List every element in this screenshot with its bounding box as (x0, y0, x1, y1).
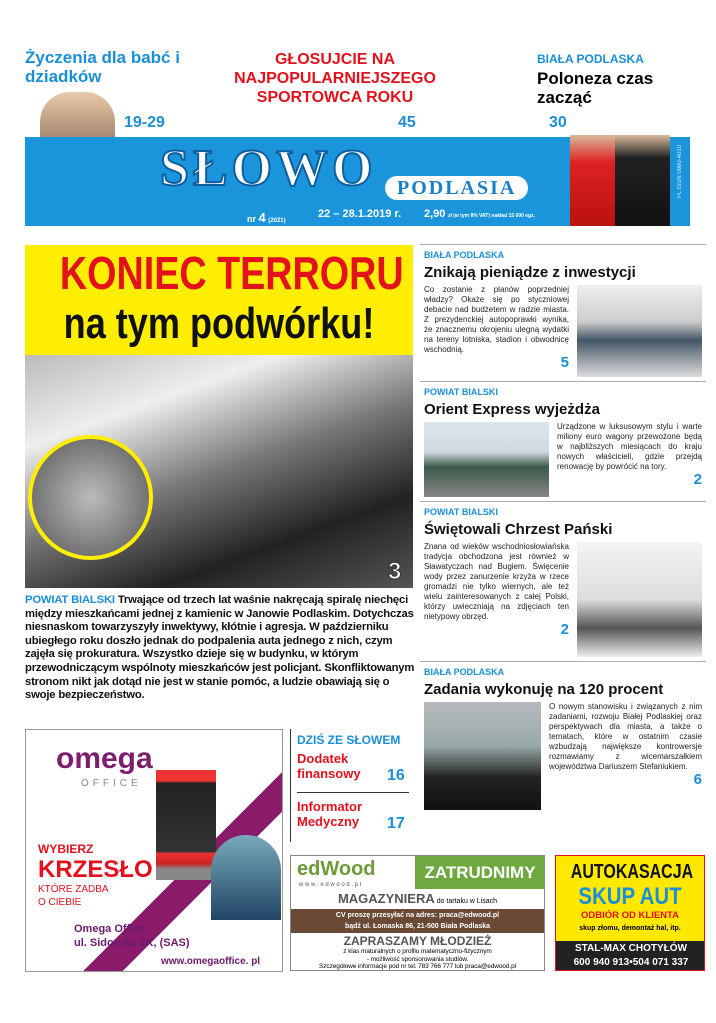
auto-services: skup złomu, demontaż hal, itp. (579, 925, 681, 932)
article-text-block (424, 542, 569, 638)
article-section: POWIAT BIALSKI (424, 507, 498, 517)
edwood-info: Szczegółowe informacje pod nr tel. 783 766 777 lub praca@edwood.pl (319, 963, 516, 970)
couple-photo (615, 135, 670, 226)
edwood-cv: bądź ul. Łomaska 86, 21-500 Biała Podlaska (344, 923, 491, 930)
article-page: 2 (693, 471, 702, 488)
right-column (420, 244, 706, 814)
article-title[interactable]: Zadania wykonuję na 120 procent (424, 681, 664, 698)
lead-subheadline: na tym podwórku! (63, 299, 375, 348)
promo-page: 19-29 (124, 114, 165, 131)
issue-price: 2,90 zł (w tym 8% VAT) nakład 15 000 egz. (424, 208, 536, 220)
edwood-invite: ZAPRASZAMY MŁODZIEŻ (343, 934, 492, 948)
omega-text: KTÓRE ZADBA (38, 884, 109, 895)
omega-address: Omega Office (74, 923, 146, 935)
article-text-block (549, 702, 702, 788)
promo-page: 30 (549, 114, 567, 131)
inside-page: 17 (387, 815, 405, 832)
article-text: Urządzone w luksusowym stylu i warte miliony euro wagony przewożone będą w najbliższych miesiącach do kraju nowych właścicieli, gdzie przejdą renowację by powrócić na tory. (557, 422, 702, 471)
lead-page: 3 (388, 558, 402, 585)
article[interactable] (420, 381, 706, 501)
article-photo (577, 285, 702, 377)
article-section: BIAŁA PODLASKA (424, 250, 505, 260)
article[interactable] (420, 501, 706, 661)
edwood-info: z klas maturalnych o profilu matematyczno-fizycznym (343, 948, 492, 955)
autokasacja-ad[interactable] (555, 855, 705, 971)
lead-headline-box[interactable] (25, 245, 413, 355)
inside-item[interactable]: Informator Medyczny (297, 799, 362, 829)
article-page: 5 (560, 354, 569, 371)
article[interactable] (420, 661, 706, 814)
edwood-url: w w w . e d w o o d . p l (299, 882, 362, 888)
masthead-logo[interactable]: SŁOWO (160, 140, 377, 197)
article-section: POWIAT BIALSKI (424, 387, 498, 397)
article[interactable] (420, 244, 706, 381)
inside-item[interactable]: Dodatek finansowy (297, 751, 361, 781)
inside-page: 16 (387, 767, 405, 784)
article-title[interactable]: Orient Express wyjeżdża (424, 401, 600, 418)
omega-text: WYBIERZ (38, 842, 94, 856)
omega-text: O CIEBIE (38, 897, 82, 908)
divider (297, 792, 409, 793)
edwood-info: - możliwość sponsorowania studiów. (366, 955, 469, 963)
chair-image (156, 770, 216, 880)
auto-title: AUTOKASACJA (570, 861, 694, 883)
couple-photo (570, 135, 615, 226)
edwood-banner: ZATRUDNIMY (415, 856, 545, 889)
promo-polonez[interactable]: Poloneza czas zacząć (537, 69, 654, 107)
edwood-ad[interactable] (290, 855, 545, 971)
article-section: BIAŁA PODLASKA (424, 667, 505, 677)
lead-photo-inset (28, 435, 153, 560)
omega-address: ul. Sidorska 2K, (SAS) (74, 937, 190, 949)
auto-subtitle: SKUP AUT (578, 883, 682, 910)
issn: PL ISSN 0860-4010 (677, 145, 683, 199)
masthead-logo-sub: PODLASIA (385, 176, 528, 200)
issue-number: nr 4 (2021) (247, 210, 286, 225)
edwood-logo: edWood (297, 858, 376, 880)
article-text-block (424, 285, 569, 371)
article-text: Co zostanie z planów poprzedniej władzy? Okaże się po styczniowej debacie nad budżetem w radzie miasta. Z prezydenckiej autopoprawki wynika, że znacznemu okrojeniu ulegną wydatki na tereny lotniska, stadion i obwodnicę wschodnią. (424, 285, 569, 354)
lead-headline: KONIEC TERRORU (59, 247, 404, 299)
auto-phone[interactable]: 600 940 913•504 071 337 (573, 957, 689, 968)
omega-logo: omega (56, 742, 153, 775)
auto-pickup: ODBIÓR OD KLIENTA (581, 910, 679, 921)
article-photo (424, 702, 541, 810)
omega-ad[interactable] (25, 729, 283, 972)
issue-dates: 22 – 28.1.2019 r. (318, 208, 402, 220)
article-page: 2 (560, 621, 569, 638)
article-title[interactable]: Znikają pieniądze z inwestycji (424, 264, 636, 281)
lead-text: POWIAT BIALSKI Trwające od trzech lat waśnie nakręcają spiralę niechęci między mieszkańcami jednej z kamienic w Janowie Podlaskim. Dotychczas niesnaskom towarzyszyły inwektywy, kłótnie i agresja. W październiku ubiegłego roku doszło jednak do podpalenia auta jednego z nich, czym zajęła się prokuratura. Wszystko dzieje się w budynku, w którym przewodniczącym wspólnoty mieszkańców jest policjant. Skonfliktowanym stronom nikt jak dotąd nie jest w stanie pomóc, a ludzie obawiają się o swoje bezpieczeństwo. (25, 594, 415, 702)
auto-company: STAL-MAX CHOTYŁÓW (574, 943, 688, 954)
edwood-job: MAGAZYNIERA do tartaku w Lisach (337, 891, 498, 906)
article-text: O nowym stanowisku i związanych z nim zadaniami, rozwoju Białej Podlaskiej oraz perspektywach dla miasta, a także o tematach, które w ostatnim czasie wzbudzają największe kontrowersje rozmawiamy z wicemarszałkiem województwa Dariuszem Stefaniukiem. (549, 702, 702, 771)
article-title[interactable]: Świętowali Chrzest Pański (424, 521, 613, 538)
edwood-cv: CV proszę przesyłać na adres: praca@edwood.pl (335, 912, 500, 919)
omega-text: KRZESŁO (38, 856, 153, 883)
promo-grandparents[interactable]: Życzenia dla babć i dziadków (25, 48, 180, 86)
promo-section: BIAŁA PODLASKA (537, 52, 644, 66)
article-photo (577, 542, 702, 657)
article-photo (424, 422, 549, 497)
article-page: 6 (693, 771, 702, 788)
inside-box (290, 729, 410, 842)
article-text: Znana od wieków wschodniosłowiańska tradycja obchodzona jest również w Sławatyczach nad Bugiem. Święcenie wody przez zanurzenie krzyża w rzece gromadzi nie tylko wiernych, ale też wielu zainteresowanych z całej Polski, którzy uwieczniają na zdjęciach ten nietypowy obrzęd. (424, 542, 569, 621)
omega-url[interactable]: www.omegaoffice. pl (161, 956, 261, 967)
omega-logo-sub: OFFICE (81, 778, 142, 789)
promo-page: 45 (398, 114, 416, 131)
promo-vote[interactable]: GŁOSUJCIE NA NAJPOPULARNIEJSZEGO SPORTOWCA ROKU (234, 51, 436, 106)
inside-header: DZIŚ ZE SŁOWEM (297, 733, 401, 747)
article-text-block (557, 422, 702, 488)
spine-image (211, 835, 281, 920)
